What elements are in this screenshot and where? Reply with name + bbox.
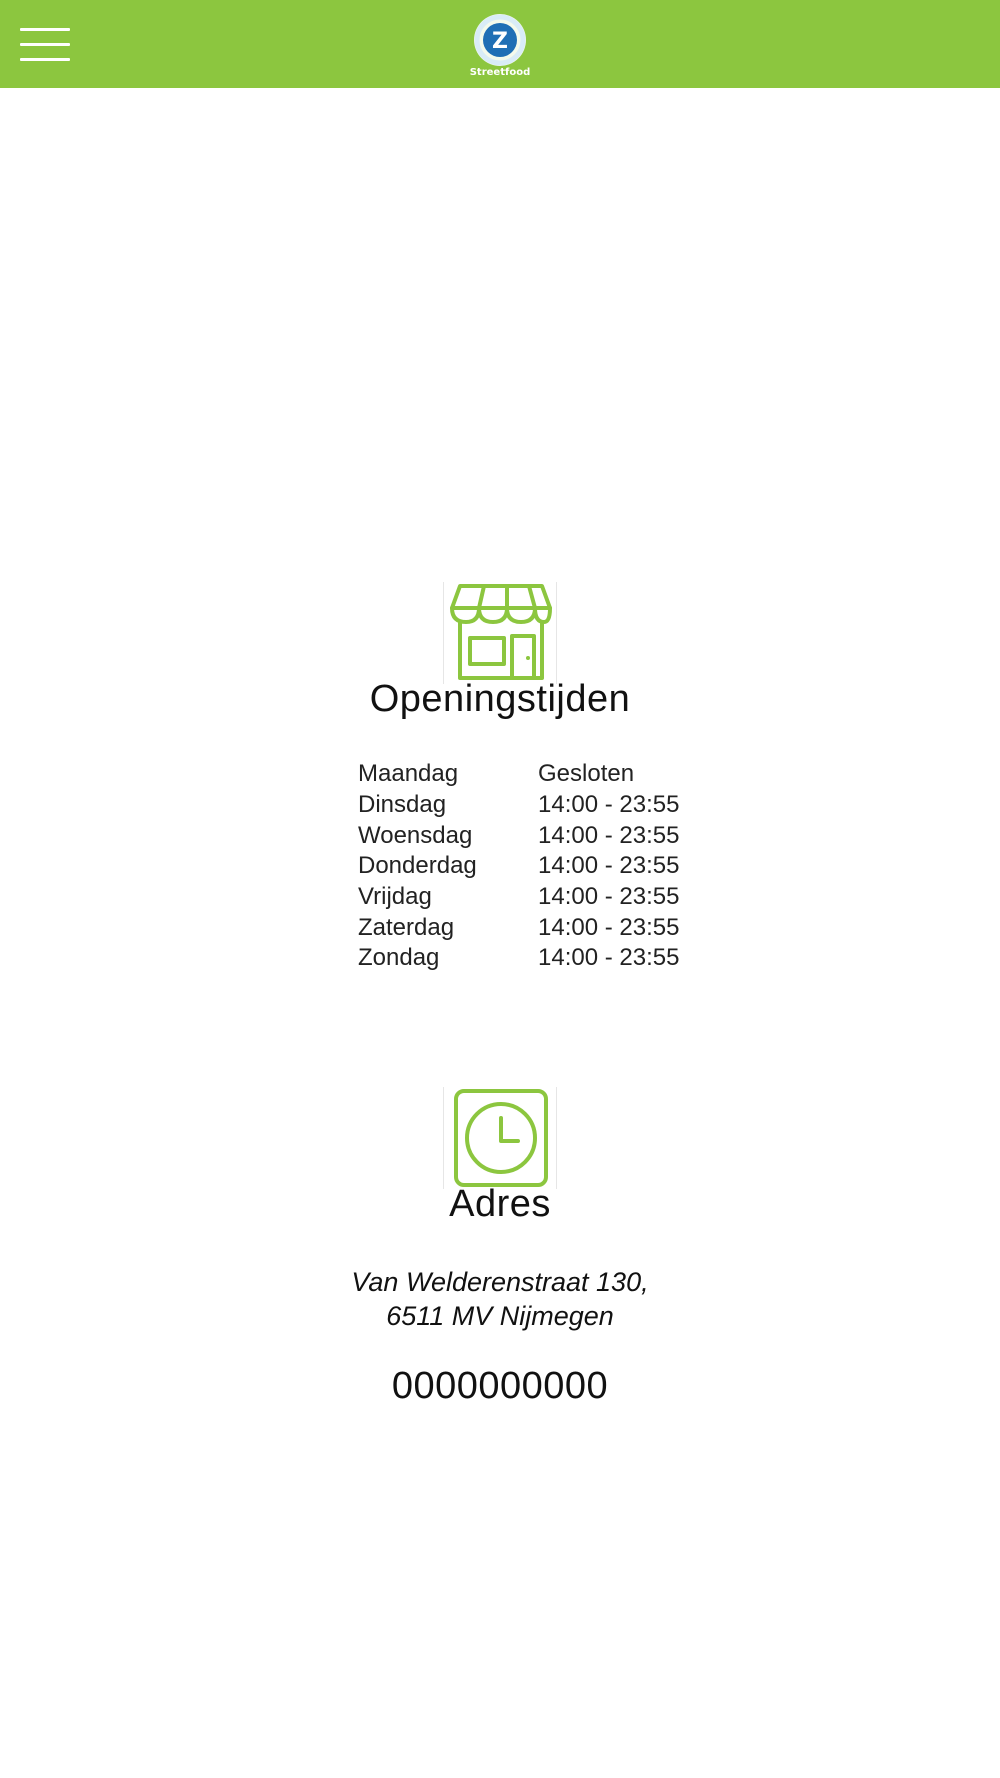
hours-value: 14:00 - 23:55 [538,791,680,819]
logo-text: Streetfood [469,67,531,78]
top-navigation-bar [0,0,1000,88]
address-line-2: 6511 MV Nijmegen [386,1301,614,1331]
streetfood-logo[interactable] [467,10,533,80]
hours-value: 14:00 - 23:55 [538,883,680,911]
hours-value: 14:00 - 23:55 [538,913,680,941]
address-title: Adres [449,1183,551,1225]
day-label: Vrijdag [358,883,432,911]
logo-badge-icon [467,10,533,66]
hours-row [358,820,718,851]
day-label: Donderdag [358,852,477,880]
day-label: Zondag [358,944,440,972]
opening-hours-table [358,759,718,974]
hours-row [358,882,718,913]
phone-number[interactable]: 0000000000 [391,1365,609,1407]
hamburger-menu-icon[interactable] [20,26,70,64]
hours-row [358,759,718,790]
hours-row [358,912,718,943]
address-line-1: Van Welderenstraat 130, [351,1267,649,1297]
hours-row [358,851,718,882]
day-label: Dinsdag [358,791,447,819]
hours-row [358,943,718,974]
opening-hours-title: Openingstijden [369,678,631,720]
day-label: Zaterdag [358,913,455,941]
logo-letter: Z [492,29,508,54]
day-label: Woensdag [358,821,473,849]
storefront-icon [443,582,557,684]
hours-value: 14:00 - 23:55 [538,852,680,880]
hours-row [358,790,718,821]
hours-value: Gesloten [538,760,635,788]
clock-icon [443,1087,557,1189]
hours-value: 14:00 - 23:55 [538,821,680,849]
day-label: Maandag [358,760,459,788]
hours-value: 14:00 - 23:55 [538,944,680,972]
